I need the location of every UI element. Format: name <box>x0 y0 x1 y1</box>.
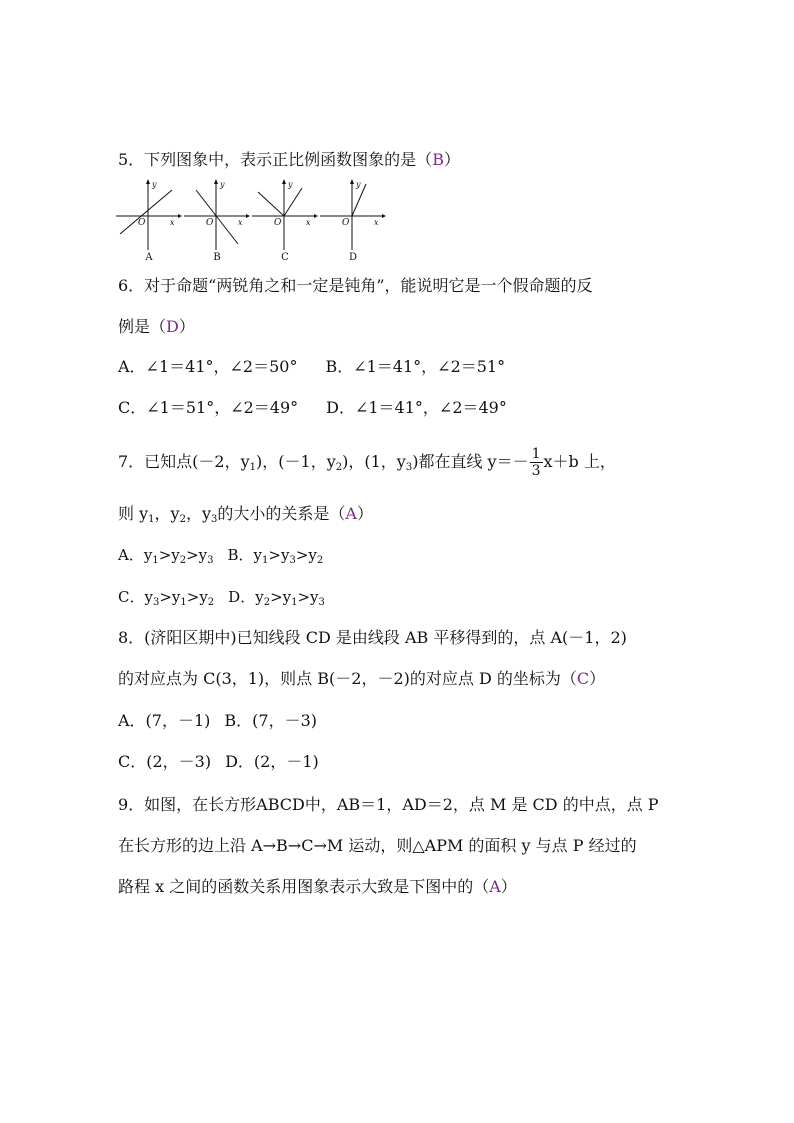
x-axis-label: x <box>306 218 311 227</box>
q7-option-b <box>228 546 324 564</box>
q7-opt-a-2: >y <box>158 546 180 564</box>
y-axis-label: y <box>356 180 361 189</box>
q9-close: ） <box>500 877 517 896</box>
y-axis-arrow <box>350 179 354 184</box>
q5-graph-d-label: D <box>348 252 358 263</box>
q5-graph-a <box>116 178 182 264</box>
q8-options-row1 <box>118 711 317 731</box>
q7-l2-text-1: 则 y <box>118 504 149 523</box>
q5-graph-b-label: B <box>213 252 221 263</box>
q9-answer: A <box>489 877 501 896</box>
q6-options-row2 <box>118 398 507 418</box>
q7-fraction-denominator: 3 <box>531 463 541 479</box>
q8-options-row2 <box>118 752 319 772</box>
q7-opt-c-s2: 1 <box>180 597 187 608</box>
x-axis-label: x <box>170 218 175 227</box>
q7-fraction <box>530 446 543 479</box>
q5-graph-c-label: C <box>281 252 289 263</box>
q7-opt-a-s3: 3 <box>207 555 214 566</box>
q7-l2-text-3: ，y <box>185 504 211 523</box>
y-axis-label: y <box>152 180 157 189</box>
q7-answer: A <box>345 504 357 523</box>
q7-opt-c-s3: 2 <box>207 597 215 608</box>
q7-l2-text-2: ，y <box>154 504 180 523</box>
q9-stem-line1: 9．如图，在长方形ABCD中，AB＝1，AD＝2，点 M 是 CD 的中点，点 P <box>118 795 659 814</box>
q7-option-c <box>118 588 214 606</box>
q5-graph-b <box>184 178 250 264</box>
q8-answer: C <box>576 669 590 688</box>
q6-options-row1 <box>118 357 505 377</box>
x-axis-arrow <box>246 214 250 218</box>
q9-stem-line2: 在长方形的边上沿 A→B→C→M 运动，则△APM 的面积 y 与点 P 经过的 <box>118 836 637 855</box>
q8-stem-line1: 8．(济阳区期中)已知线段 CD 是由线段 AB 平移得到的，点 A(－1，2) <box>118 628 627 647</box>
q8-option-b: B．(7，－3) <box>224 711 318 730</box>
q9-stem-line3 <box>118 877 517 897</box>
q7-options-row1 <box>118 545 323 565</box>
q7-opt-d-s3: 3 <box>318 597 325 608</box>
q7-opt-b-s3: 2 <box>316 555 324 566</box>
q7-l2-sub-1: 1 <box>148 514 155 525</box>
origin-label: O <box>206 218 214 228</box>
origin-label: O <box>342 218 350 228</box>
q6-option-a: A．∠1＝41°，∠2＝50° <box>118 357 298 376</box>
q5-stem <box>118 150 460 170</box>
q5-graph-b-svg <box>184 178 250 252</box>
q7-opt-c-3: >y <box>186 588 208 606</box>
q5-graph-d-svg <box>320 178 386 252</box>
q7-opt-c-2: >y <box>159 588 181 606</box>
q5-close: ） <box>443 150 460 169</box>
y-axis-label: y <box>220 180 225 189</box>
q7-opt-d-2: >y <box>270 588 292 606</box>
q5-graph-options <box>116 178 388 264</box>
q5-graph-d <box>320 178 386 264</box>
y-axis-label: y <box>288 180 293 189</box>
q7-stem-line1 <box>118 446 616 479</box>
x-axis-arrow <box>314 214 318 218</box>
q6-line2-text: 例是（ <box>118 317 167 336</box>
q7-opt-a-1: A．y <box>118 546 153 564</box>
q7-l2-text-4: 的大小的关系是（ <box>217 504 346 523</box>
origin-label: O <box>138 218 146 228</box>
q7-close: ） <box>356 504 373 523</box>
q7-text-4: )都在直线 y＝－ <box>412 452 529 471</box>
q6-option-b: B．∠1＝41°，∠2＝51° <box>325 357 506 376</box>
q7-opt-b-2: >y <box>268 546 290 564</box>
q7-opt-b-s2: 3 <box>289 555 296 566</box>
x-axis-arrow <box>382 214 386 218</box>
y-axis-arrow <box>282 179 286 184</box>
q5-graph-c <box>252 178 318 264</box>
q7-text-3: )，(1，y <box>342 452 406 471</box>
graph-line <box>258 188 302 216</box>
q7-l2-sub-2: 2 <box>179 514 186 525</box>
q7-opt-c-s1: 3 <box>152 597 160 608</box>
q6-answer: D <box>166 317 179 336</box>
q9-line3-text: 路程 x 之间的函数关系用图象表示大致是下图中的（ <box>118 877 490 896</box>
q6-stem-line1: 6．对于命题“两锐角之和一定是钝角”，能说明它是一个假命题的反 <box>118 276 593 295</box>
q7-options-row2 <box>118 587 325 607</box>
q7-l2-sub-3: 3 <box>210 514 218 525</box>
q7-text-5: x＋b 上， <box>543 452 616 471</box>
q7-sub-1: 1 <box>249 462 257 473</box>
q7-opt-d-s1: 2 <box>263 597 271 608</box>
origin-label: O <box>274 218 282 228</box>
graph-line <box>196 190 238 244</box>
q8-option-a: A．(7，－1) <box>118 711 211 730</box>
graph-line <box>120 190 172 234</box>
q7-opt-d-s2: 1 <box>291 597 298 608</box>
q7-sub-3: 3 <box>405 462 413 473</box>
q7-opt-d-1: D．y <box>228 588 264 606</box>
q8-option-d: D．(2，－1) <box>225 752 319 771</box>
q7-opt-b-s1: 1 <box>262 555 269 566</box>
x-axis-label: x <box>374 218 379 227</box>
q5-graph-c-svg <box>252 178 318 252</box>
q6-option-c: C．∠1＝51°，∠2＝49° <box>118 398 299 417</box>
q7-opt-a-s1: 1 <box>152 555 159 566</box>
q6-option-d: D．∠1＝41°，∠2＝49° <box>326 398 507 417</box>
q7-opt-c-1: C．y <box>118 588 153 606</box>
q8-stem-line2 <box>118 669 605 689</box>
q7-fraction-numerator: 1 <box>531 446 541 462</box>
q7-option-a <box>118 546 214 564</box>
q5-graph-a-label: A <box>145 252 153 263</box>
q7-opt-a-s2: 2 <box>179 555 187 566</box>
q5-answer: B <box>432 150 444 169</box>
q7-opt-d-3: >y <box>297 588 319 606</box>
q7-option-d <box>228 588 325 606</box>
q5-graph-a-svg <box>116 178 182 252</box>
q7-sub-2: 2 <box>335 462 343 473</box>
q6-close: ） <box>178 317 195 336</box>
q7-text-2: )，(－1，y <box>256 452 336 471</box>
q7-opt-a-3: >y <box>186 546 208 564</box>
y-axis-arrow <box>214 179 218 184</box>
q7-opt-b-3: >y <box>295 546 317 564</box>
y-axis-arrow <box>146 179 150 184</box>
q8-close: ） <box>589 669 606 688</box>
q8-option-c: C．(2，－3) <box>118 752 212 771</box>
q6-stem-line2 <box>118 317 195 337</box>
q5-text: 5．下列图象中，表示正比例函数图象的是（ <box>118 150 433 169</box>
q7-opt-b-1: B．y <box>227 546 263 564</box>
x-axis-arrow <box>178 214 182 218</box>
q7-stem-line2 <box>118 504 373 524</box>
q8-line2-text: 的对应点为 C(3，1)，则点 B(－2，－2)的对应点 D 的坐标为（ <box>118 669 577 688</box>
x-axis-label: x <box>238 218 243 227</box>
q7-text-1: 7．已知点(－2，y <box>118 452 250 471</box>
